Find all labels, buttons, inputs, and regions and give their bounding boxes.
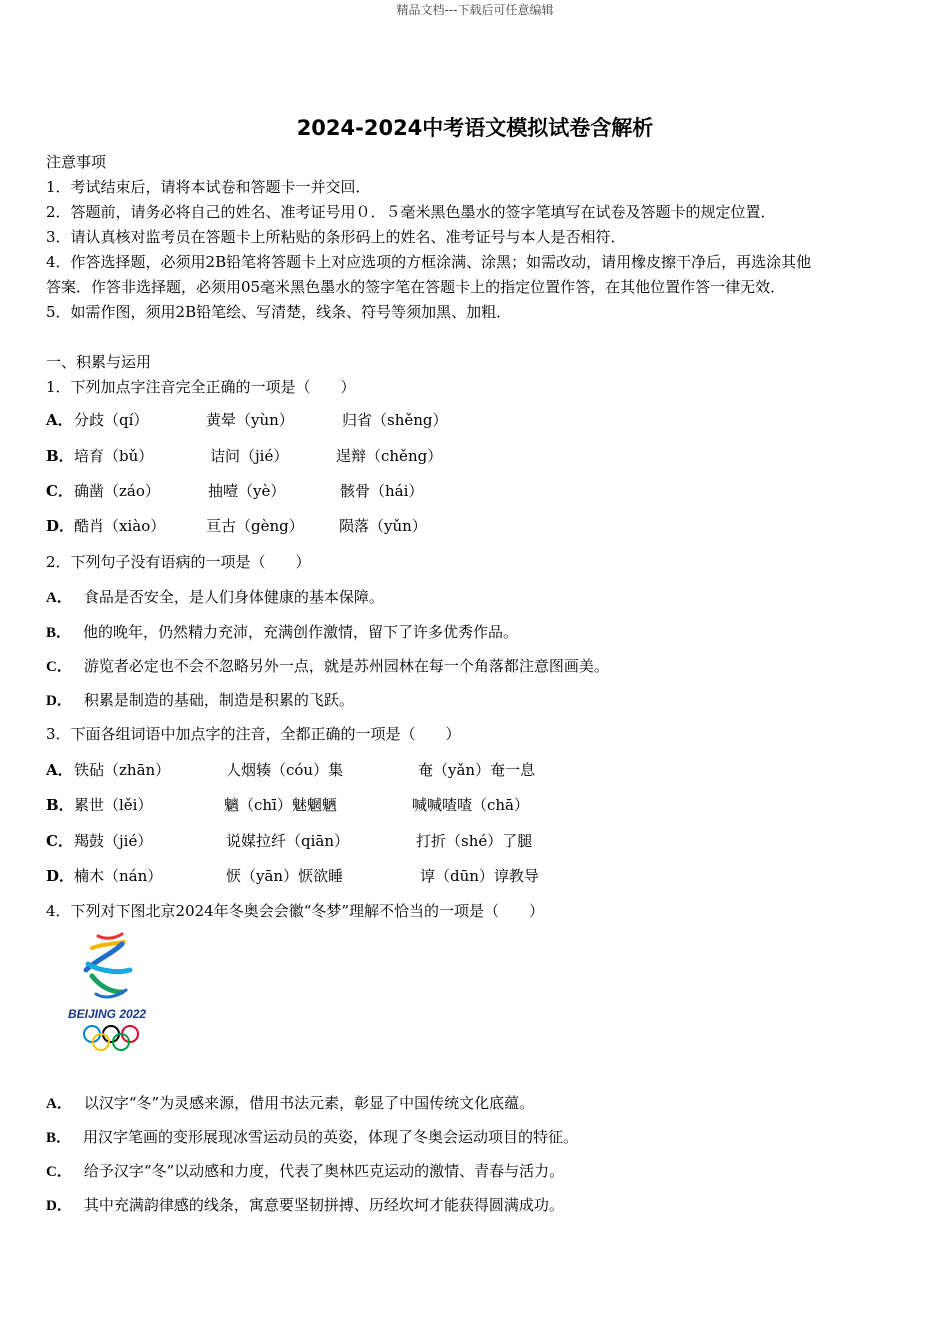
question-1-stem: 1．下列加点字注音完全正确的一项是（ ） [46,378,356,396]
q4-option-d[interactable]: D． 其中充满韵律感的线条，寓意要坚韧拼搏、历经坎坷才能获得圆满成功。 [46,1196,564,1214]
page-header: 精品文档---下载后可任意编辑 [396,3,554,17]
q4-option-b[interactable]: B． 用汉字笔画的变形展现冰雪运动员的英姿，体现了冬奥会运动项目的特征。 [46,1128,579,1146]
notice-item: 4．作答选择题，必须用2B铅笔将答题卡上对应选项的方框涂满、涂黑；如需改动，请用橡皮擦干净后，再选涂其他 [46,253,812,271]
question-3-stem: 3．下面各组词语中加点字的注音，全都正确的一项是（ ） [46,725,461,743]
notice-item: 2．答题前，请务必将自己的姓名、准考证号用０．５毫米黑色墨水的签字笔填写在试卷及答题卡的规定位置． [46,203,776,221]
q2-option-c[interactable]: C． 游览者必定也不会不忽略另外一点，就是苏州园林在每一个角落都注意图画美。 [46,657,609,675]
notice-heading: 注意事项 [46,153,107,171]
notice-item: 1．考试结束后，请将本试卷和答题卡一并交回． [46,178,371,196]
q1-option-a[interactable]: A． 分歧（qí） 黄晕（yùn） 归省（shěng） [46,411,448,429]
section-heading: 一、积累与运用 [46,353,152,371]
q1-option-c[interactable]: C． 确凿（záo） 抽噎（yè） 骸骨（hái） [46,482,424,500]
q4-option-a[interactable]: A． 以汉字“冬”为灵感来源，借用书法元素，彰显了中国传统文化底蕴。 [46,1094,535,1112]
q4-option-c[interactable]: C． 给予汉字“冬”以动感和力度，代表了奥林匹克运动的激情、青春与活力。 [46,1162,565,1180]
notice-item: 答案．作答非选择题，必须用05毫米黑色墨水的签字笔在答题卡上的指定位置作答，在其他位置作答一律无效． [46,278,786,296]
emblem-text: BEIJING 2022 [68,1007,147,1021]
question-4-stem: 4．下列对下图北京2024年冬奥会会徽“冬梦”理解不恰当的一项是（ ） [46,902,545,920]
notice-item: 5．如需作图，须用2B铅笔绘、写清楚，线条、符号等须加黑、加粗． [46,303,512,321]
q1-option-b[interactable]: B． 培育（bǔ） 诘问（jié） 逞辩（chěng） [46,447,443,465]
q3-option-c[interactable]: C． 羯鼓（jié） 说媒拉纤（qiān） 打折（shé）了腿 [46,832,533,850]
q2-option-b[interactable]: B． 他的晚年，仍然精力充沛，充满创作激情，留下了许多优秀作品。 [46,623,519,641]
q3-option-a[interactable]: A． 铁砧（zhān） 人烟辏（cóu）集 奄（yǎn）奄一息 [46,761,536,779]
winter-olympics-emblem [66,930,156,1060]
emblem-graphic [66,930,156,1060]
q2-option-a[interactable]: A． 食品是否安全，是人们身体健康的基本保障。 [46,588,384,606]
notice-item: 3．请认真核对监考员在答题卡上所粘贴的条形码上的姓名、准考证号与本人是否相符． [46,228,626,246]
q3-option-d[interactable]: D． 楠木（nán） 恹（yān）恹欲睡 谆（dūn）谆教导 [46,867,539,885]
question-2-stem: 2．下列句子没有语病的一项是（ ） [46,553,311,571]
page-title: 2024-2024中考语文模拟试卷含解析 [296,116,654,140]
q3-option-b[interactable]: B． 累世（lěi） 魑（chī）魅魍魉 喊喊喳喳（chā） [46,796,530,814]
q2-option-d[interactable]: D． 积累是制造的基础，制造是积累的飞跃。 [46,691,354,709]
q1-option-d[interactable]: D． 酷肖（xiào） 亘古（gèng） 陨落（yǔn） [46,517,427,535]
